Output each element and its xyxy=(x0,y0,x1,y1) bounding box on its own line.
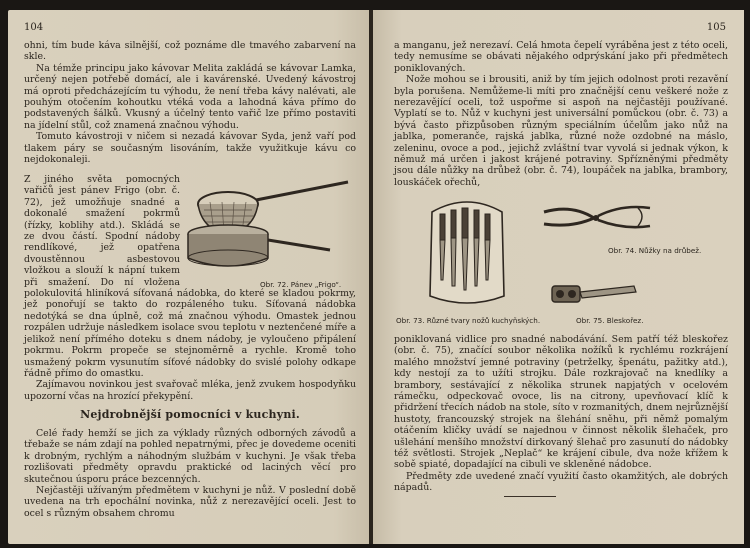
book-gutter xyxy=(369,10,373,544)
herb-cutter-illustration xyxy=(548,278,638,310)
section-title: Nejdrobnější pomocníci v kuchyni. xyxy=(80,408,300,421)
caption-fig-73: Obr. 73. Různé tvary nožů kuchyňských. xyxy=(396,316,541,325)
right-page xyxy=(372,10,744,544)
paragraph: Celé řady hemží se jich za výklady různých odborných závodů a třebaže se nám zdají na pohled nepatrnými, přec je dovedeme oceniti k drobným, rychlým a náhodným službám v kuchyni. Je však třeba rozlišovati předměty opravdu praktické od laciných věcí pro skutečnou úsporu práce bezcenných. xyxy=(24,428,356,485)
paragraph: Tomuto kávostroji v ničem si nezadá kávovar Syda, jenž vaří pod tlakem páry se současným lisováním, takže využitkuje kávu co nejdokonaleji. xyxy=(24,131,356,166)
paragraph: a manganu, jež nerezaví. Celá hmota čepelí vyráběna jest z této oceli, tedy nemusíme se obávati nějakého odprýskání jako při předmětech poniklovaných. xyxy=(394,40,728,74)
figure-72 xyxy=(180,174,356,290)
text-block-4 xyxy=(24,428,356,519)
text-block-1 xyxy=(24,40,356,165)
poultry-shears-illustration xyxy=(542,198,656,236)
paragraph: Nejčastěji užívaným předmětem v kuchyni je nůž. V poslední době uvedena na trh epochální novinka, nůž z nerezavějící oceli. Jest to ocel s různým obsahem chromu xyxy=(24,485,356,519)
caption-fig-75: Obr. 75. Bleskořez. xyxy=(576,316,644,325)
paragraph: Nože mohou se i brousiti, aniž by tím jejich odolnost proti rezavění byla porušena. Nemůžeme-li míti pro značnější cenu veškeré nože z nerezavějící oceli, tož uspořme si aspoň na nejčastěji používané. Vyplatí se to. Nůž v kuchyni jest universální pomůckou (obr. č. 73) a bývá často přizpůsoben různým speciálním účelům jako nůž na jablka, pomeranče, rajská jablka, různé nože ozdobné na máslo, zeleninu, ovoce a pod., jejichž zvláštní tvar vyvolá si jednak výkon, k němuž má určen i jakost krájené potraviny. Spřízněnými předměty jsou dále nůžky na drůbež (obr. č. 74), loupáček na jablka, brambory, louskáček ořechů, xyxy=(394,74,728,188)
page-number: 104 xyxy=(24,22,44,33)
paragraph: Zajímavou novinkou jest svařovač mléka, jenž zvukem hospodyňku upozorní včas na hrozící překypění. xyxy=(24,379,356,402)
knife-set-illustration xyxy=(422,198,512,310)
paragraph: Předměty zde uvedené značí využití často okamžitých, ale dobrých nápadů. xyxy=(394,470,728,494)
figure-caption: Obr. 72. Pánev „Frigo“. xyxy=(260,280,342,290)
text-block-1 xyxy=(394,40,728,188)
text-block-2 xyxy=(394,334,728,494)
caption-fig-74: Obr. 74. Nůžky na drůbež. xyxy=(608,246,702,255)
paragraph: Z jiného světa pomocných vařičů jest pánev Frigo (obr. č. 72), jež umožňuje snadné a dokonalé smažení pokrmů (řízky, koblihy atd.). Skládá se ze dvou částí. Spodní nádoby rendlíkové, jež opatřena dvoustěnnou asbestovou vložkou a slouží k nápní tukem při smažení. Do ní vložena polokulovitá hliníková síťovaná nádobka, do které se kladou pokrmy, jež ponořují se takto do rozpáleného tuku. Síťovaná nádobka nedotýká se dna úplně, což má značnou výhodu. Omastek jednou rozpálen udržuje následkem isolace svou teplotu v neztenčené míře a jelikož není přímého doteku s dnem nádoby, je vyloučeno připálení pokrmu. Pokrm propeče se stejnoměrně a rychle. Kromě toho usmažený pokrm vysunutím síťové nádobky do svislé polohy odkape řádně přímo do omastku. xyxy=(24,174,356,379)
page-number: 105 xyxy=(706,22,726,33)
left-page xyxy=(8,10,370,544)
paragraph: ohni, tím bude káva silnější, což poznáme dle tmavého zabarvení na skle. xyxy=(24,40,356,63)
text-block-2 xyxy=(24,174,356,402)
section-divider xyxy=(504,496,556,497)
paragraph: poniklovaná vidlice pro snadné nabodávání. Sem patří též bleskořez (obr. č. 75), značící soubor několika nožíků k rychlému rozkrájení malého množství jemné potraviny (petrželky, špenátu, pažitky atd.), kdy nestojí za to užíti strojku. Dále rozkrajovač na knedlíky a brambory, sestávající z několika strunek napjatých v ocelovém rámečku, odpeckovač ovoce, lis na citrony, upevňovací klíč k přidržení třecích nádob na stole, síto v rozmanitých, dnem nejrůznější hustoty, francouzský strojek na šlehání sněhu, při němž pomalým otáčením kličky uvádí se najednou v činnost několik šlehaček, pro ušlehání menšího množství dirkovaný šlehač pro zasunutí do nádobky též světlosti. Strojek „Neplač“ ke krájení cibule, dva nože křížem k sobě spiaté, dopadající na cibuli ve skleněné nádobce. xyxy=(394,334,728,471)
frying-pan-illustration xyxy=(180,174,356,278)
paragraph: Na témže principu jako kávovar Melita zakládá se kávovar Lamka, určený nejen potřebě domácí, ale i kavárenské. Uvedený kávostroj má oproti předcházejícím tu výhodu, že není třeba kávy nalévati, ale pouhým otočením kohoutku vtéká voda a lahodná káva přímo do podstavených šálků. Vkusný a účelný tento vařič lze přímo postaviti na jídelní stůl, což znamená značnou výhodu. xyxy=(24,62,356,131)
